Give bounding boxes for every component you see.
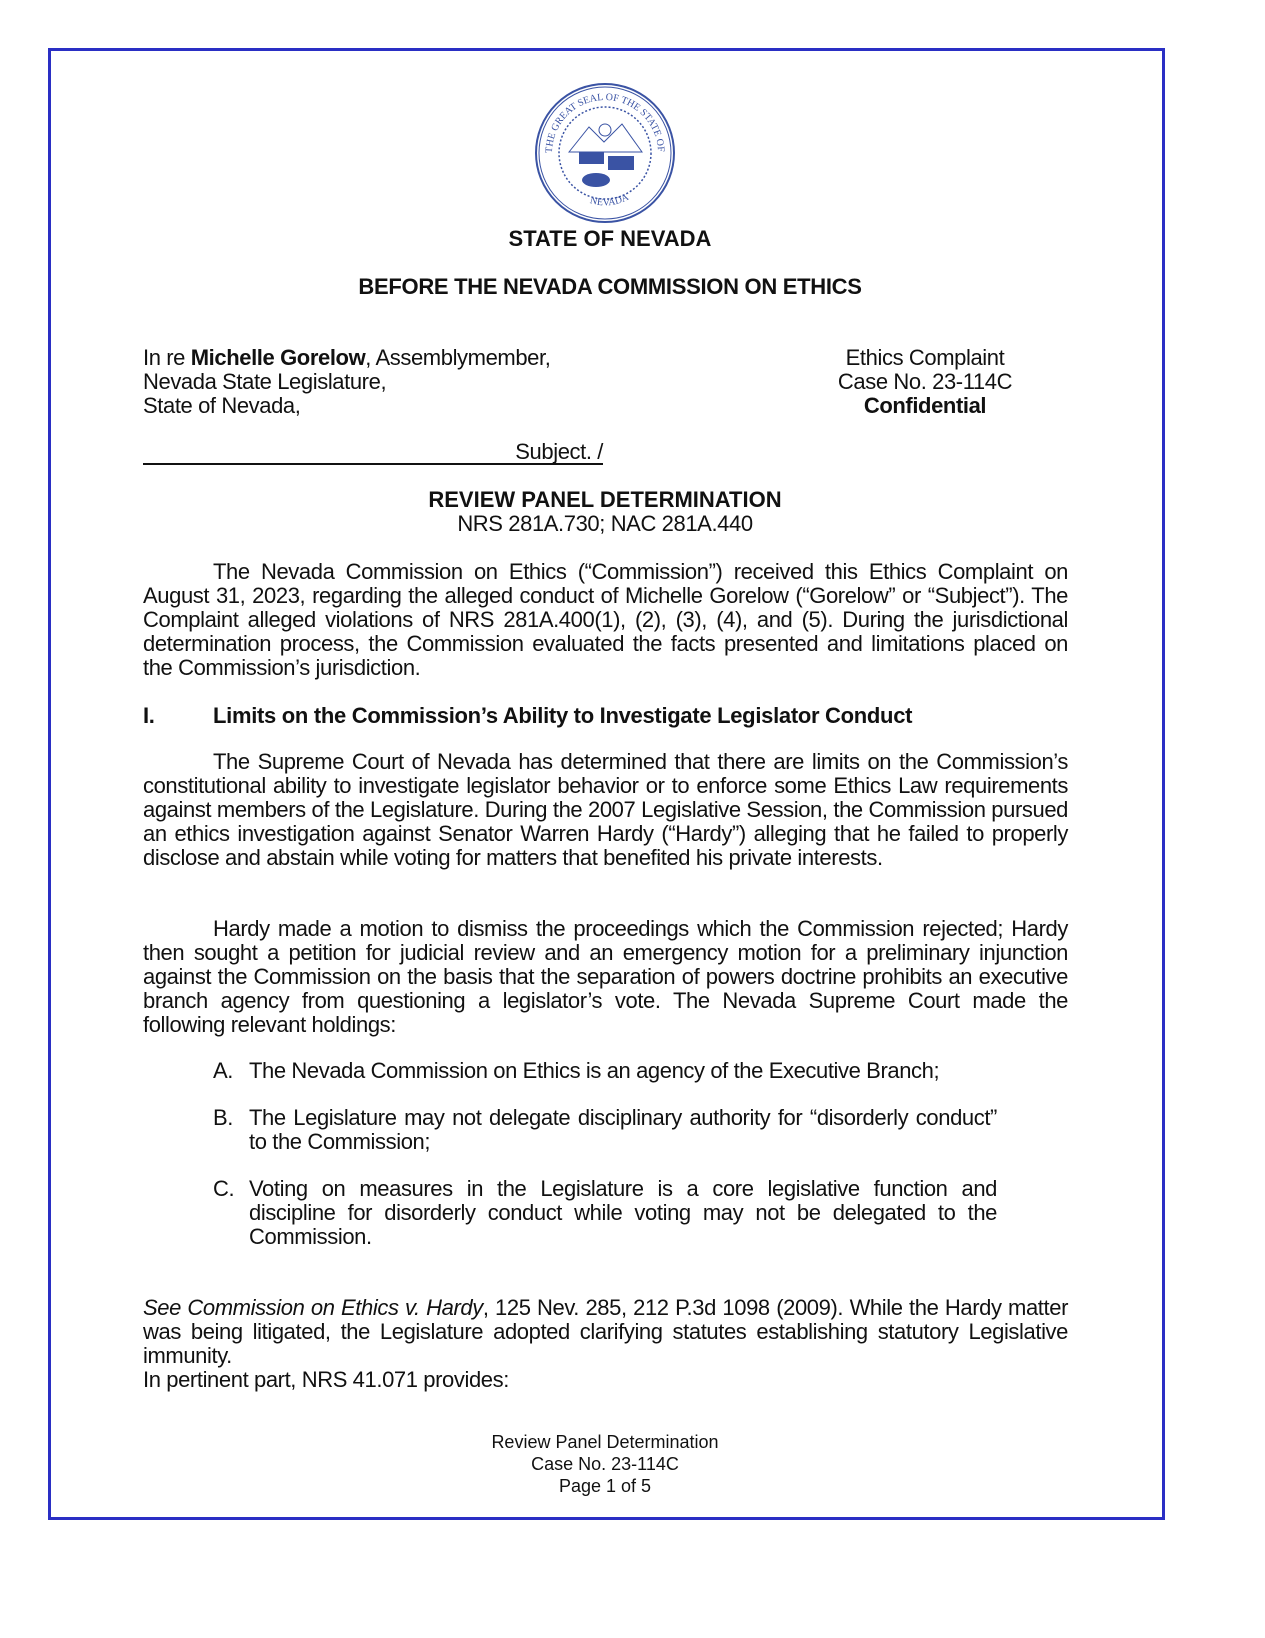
confidential-label: Confidential [863, 393, 987, 418]
caption-line2: Nevada State Legislature, [143, 369, 387, 394]
holding-item [213, 1059, 997, 1083]
commission-heading: BEFORE THE NEVADA COMMISSION ON ETHICS [358, 274, 862, 299]
caption-left [143, 346, 550, 418]
page-footer [0, 1431, 1210, 1497]
footer-title: Review Panel Determination [491, 1432, 719, 1452]
nevada-seal-logo [534, 82, 676, 224]
holding-item [213, 1106, 997, 1154]
subject-label: Subject. / [515, 439, 603, 464]
paragraph-hardy-background: The Supreme Court of Nevada has determined that there are limits on the Commission’s constitutional ability to investigate legislator behavior or to enforce some Ethics Law requirements against members of the Legislature. During the 2007 Legislative Session, the Commission pursued an ethics investigation against Senator Warren Hardy (“Hardy”) alleging that he failed to properly disclose and abstain while voting for matters that benefited his private interests. [143, 749, 1068, 870]
holding-text: Voting on measures in the Legislature is a core legislative function and discipline for disorderly conduct while voting may not be delegated to the Commission. [249, 1176, 997, 1249]
caption-line3: State of Nevada, [143, 393, 301, 418]
subject-line [143, 441, 603, 465]
in-re: In re [143, 345, 186, 370]
caption-right [800, 346, 1050, 418]
caption-role: , Assemblymember, [365, 345, 551, 370]
section-title: Limits on the Commission’s Ability to Investigate Legislator Conduct [213, 703, 913, 728]
holdings-list [213, 1059, 997, 1249]
state-heading: STATE OF NEVADA [508, 226, 712, 251]
holding-text: The Nevada Commission on Ethics is an agency of the Executive Branch; [249, 1058, 940, 1083]
document-title: REVIEW PANEL DETERMINATION [428, 487, 782, 512]
footer-case: Case No. 23-114C [531, 1454, 679, 1474]
document-authority: NRS 281A.730; NAC 281A.440 [457, 511, 753, 536]
pertinent-line: In pertinent part, NRS 41.071 provides: [143, 1367, 509, 1392]
holding-text: The Legislature may not delegate disciplinary authority for “disorderly conduct” to the Commission; [249, 1105, 997, 1154]
holding-label: C. [213, 1176, 235, 1201]
citation-paragraph [143, 1296, 1068, 1368]
case-number: Case No. 23-114C [837, 369, 1013, 394]
holding-item [213, 1177, 997, 1249]
section-heading [143, 703, 912, 729]
case-citation: See Commission on Ethics v. Hardy [143, 1295, 483, 1320]
holding-label: A. [213, 1058, 233, 1083]
section-number: I. [143, 703, 155, 728]
page-number: Page 1 of 5 [558, 1476, 652, 1496]
paragraph-hardy-motion: Hardy made a motion to dismiss the proceedings which the Commission rejected; Hardy then sought a petition for judicial review and an emergency motion for a preliminary injunction against the Commission on the basis that the separation of powers doctrine prohibits an executive branch agency from questioning a legislator’s vote. The Nevada Supreme Court made the following relevant holdings: [143, 916, 1068, 1037]
holding-label: B. [213, 1105, 233, 1130]
svg-text:NEVADA: NEVADA [588, 191, 631, 209]
complaint-type: Ethics Complaint [845, 345, 1005, 370]
svg-text:THE GREAT SEAL OF THE STATE OF: THE GREAT SEAL OF THE STATE OF [543, 91, 667, 154]
intro-paragraph: The Nevada Commission on Ethics (“Commission”) received this Ethics Complaint on August 31, 2023, regarding the alleged conduct of Michelle Gorelow (“Gorelow” or “Subject”). The Complaint alleged violations of NRS 281A.400(1), (2), (3), (4), and (5). During the jurisdictional determination process, the Commission evaluated the facts presented and limitations placed on the Commission’s jurisdiction. [143, 559, 1068, 680]
subject-name: Michelle Gorelow [190, 345, 366, 370]
citation-text: , 125 Nev. 285, 212 P.3d 1098 (2009). While the Hardy matter was being litigated, the Legislature adopted clarifying statutes establishing statutory Legislative immunity. [143, 1295, 1068, 1368]
